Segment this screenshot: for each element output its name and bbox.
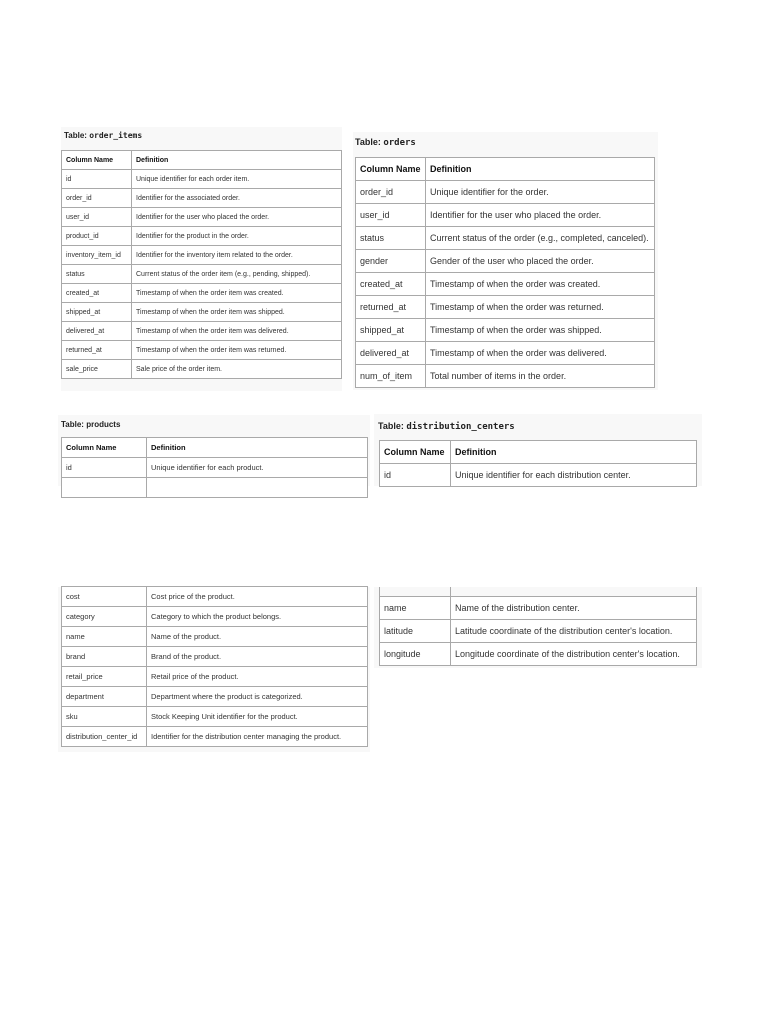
definition-cell: Identifier for the user who placed the order. [132,208,342,227]
definition-cell: Identifier for the user who placed the order. [426,204,655,227]
column-name-header: Column Name [356,158,426,181]
table-cut-edge [379,587,697,596]
column-name-cell: status [62,265,132,284]
column-name-cell: department [62,687,147,707]
definition-cell: Unique identifier for the order. [426,181,655,204]
column-name-cell: latitude [380,620,451,643]
definition-cell: Category to which the product belongs. [147,607,368,627]
distribution-centers-rows-bottom [380,597,697,666]
column-name-cell: order_id [62,189,132,208]
definition-cell: Latitude coordinate of the distribution center's location. [451,620,697,643]
definition-cell: Timestamp of when the order item was delivered. [132,322,342,341]
column-name-cell: longitude [380,643,451,666]
column-name-header: Column Name [62,438,147,458]
definition-cell: Timestamp of when the order item was shipped. [132,303,342,322]
order-items-title-prefix: Table: [64,131,90,140]
column-name-cell: cost [62,587,147,607]
definition-cell: Retail price of the product. [147,667,368,687]
column-name-cell: product_id [62,227,132,246]
column-name-cell: sale_price [62,360,132,379]
table-row [62,170,342,189]
orders-table-title [355,137,416,148]
table-row [62,189,342,208]
column-name-cell: returned_at [62,341,132,360]
definition-cell: Timestamp of when the order item was created. [132,284,342,303]
definition-cell: Timestamp of when the order was created. [426,273,655,296]
definition-cell: Total number of items in the order. [426,365,655,388]
column-name-cell [62,478,147,498]
orders-table [355,157,655,388]
definition-header: Definition [451,441,697,464]
column-name-cell: category [62,607,147,627]
definition-cell: Name of the distribution center. [451,597,697,620]
products-table-title [61,420,120,429]
orders-rows [356,181,655,388]
definition-cell: Timestamp of when the order was returned. [426,296,655,319]
column-name-cell: created_at [356,273,426,296]
table-row [62,587,368,607]
column-name-cell: retail_price [62,667,147,687]
column-name-cell: brand [62,647,147,667]
definition-cell: Gender of the user who placed the order. [426,250,655,273]
orders-table-card [353,132,658,390]
table-row [356,296,655,319]
products-table-top [61,437,368,498]
table-row [356,365,655,388]
table-row [356,204,655,227]
column-name-cell: delivered_at [356,342,426,365]
definition-cell: Sale price of the order item. [132,360,342,379]
table-row [62,303,342,322]
products-table-bottom [61,586,368,747]
definition-cell: Identifier for the inventory item related to the order. [132,246,342,265]
column-name-cell: shipped_at [62,303,132,322]
products-rows-bottom [62,587,368,747]
order-items-table-card [61,127,342,391]
order-items-table [61,150,342,379]
definition-cell: Unique identifier for each distribution center. [451,464,697,487]
definition-header: Definition [132,151,342,170]
definition-cell: Brand of the product. [147,647,368,667]
distribution-centers-table-title [378,421,515,432]
products-rows-top [62,458,368,498]
table-row [62,265,342,284]
table-row [62,360,342,379]
order-items-table-title [64,131,142,140]
column-name-cell: order_id [356,181,426,204]
distribution-centers-table-card-bottom [374,587,702,668]
column-name-cell: status [356,227,426,250]
table-row [62,322,342,341]
order-items-rows [62,170,342,379]
distribution-centers-rows-top [380,464,697,487]
column-name-cell: id [380,464,451,487]
table-header-row [356,158,655,181]
column-name-cell: delivered_at [62,322,132,341]
definition-cell: Stock Keeping Unit identifier for the product. [147,707,368,727]
definition-cell: Current status of the order item (e.g., pending, shipped). [132,265,342,284]
definition-cell: Current status of the order (e.g., completed, canceled). [426,227,655,250]
products-table-card-bottom [58,587,370,752]
orders-title-prefix: Table: [355,137,384,147]
definition-cell: Unique identifier for each product. [147,458,368,478]
definition-cell: Identifier for the distribution center managing the product. [147,727,368,747]
distribution-centers-title-name: distribution_centers [406,422,515,432]
table-row [62,667,368,687]
column-name-cell: inventory_item_id [62,246,132,265]
table-header-row [380,441,697,464]
column-name-cell: id [62,170,132,189]
column-name-cell: name [380,597,451,620]
distribution-centers-table-top [379,440,697,487]
definition-cell: Cost price of the product. [147,587,368,607]
table-row [356,342,655,365]
definition-cell: Identifier for the associated order. [132,189,342,208]
definition-cell: Longitude coordinate of the distribution center's location. [451,643,697,666]
table-row [62,687,368,707]
column-name-cell: shipped_at [356,319,426,342]
column-name-cell: gender [356,250,426,273]
table-row [62,246,342,265]
definition-header: Definition [426,158,655,181]
table-row [62,478,368,498]
table-row [62,727,368,747]
column-name-cell: user_id [356,204,426,227]
table-row [380,620,697,643]
distribution-centers-title-prefix: Table: [378,421,407,431]
column-name-cell: distribution_center_id [62,727,147,747]
table-row [62,607,368,627]
column-name-cell: user_id [62,208,132,227]
column-name-cell: sku [62,707,147,727]
table-row [62,208,342,227]
definition-header: Definition [147,438,368,458]
definition-cell: Timestamp of when the order item was returned. [132,341,342,360]
definition-cell: Identifier for the product in the order. [132,227,342,246]
orders-title-name: orders [383,138,416,148]
table-row [62,458,368,478]
table-row [356,273,655,296]
definition-cell: Department where the product is categorized. [147,687,368,707]
definition-cell [147,478,368,498]
definition-cell: Unique identifier for each order item. [132,170,342,189]
column-name-cell: created_at [62,284,132,303]
table-row [62,707,368,727]
table-row [380,464,697,487]
definition-cell: Timestamp of when the order was delivered. [426,342,655,365]
table-header-row [62,438,368,458]
definition-cell: Timestamp of when the order was shipped. [426,319,655,342]
products-table-card-top [58,415,370,486]
table-row [62,341,342,360]
column-name-cell: returned_at [356,296,426,319]
table-header-row [62,151,342,170]
products-title-name: products [86,420,121,429]
column-name-header: Column Name [62,151,132,170]
table-row [356,250,655,273]
distribution-centers-table-bottom [379,596,697,666]
table-row [356,319,655,342]
table-row [62,627,368,647]
table-row [380,643,697,666]
column-name-header: Column Name [380,441,451,464]
products-title-prefix: Table: [61,420,87,429]
table-row [62,227,342,246]
order-items-title-name: order_items [89,131,143,140]
column-name-cell: name [62,627,147,647]
table-row [62,284,342,303]
definition-cell: Name of the product. [147,627,368,647]
table-row [356,227,655,250]
column-name-cell: num_of_item [356,365,426,388]
table-row [62,647,368,667]
table-row [356,181,655,204]
column-name-cell: id [62,458,147,478]
table-row [380,597,697,620]
distribution-centers-table-card-top [374,414,702,486]
